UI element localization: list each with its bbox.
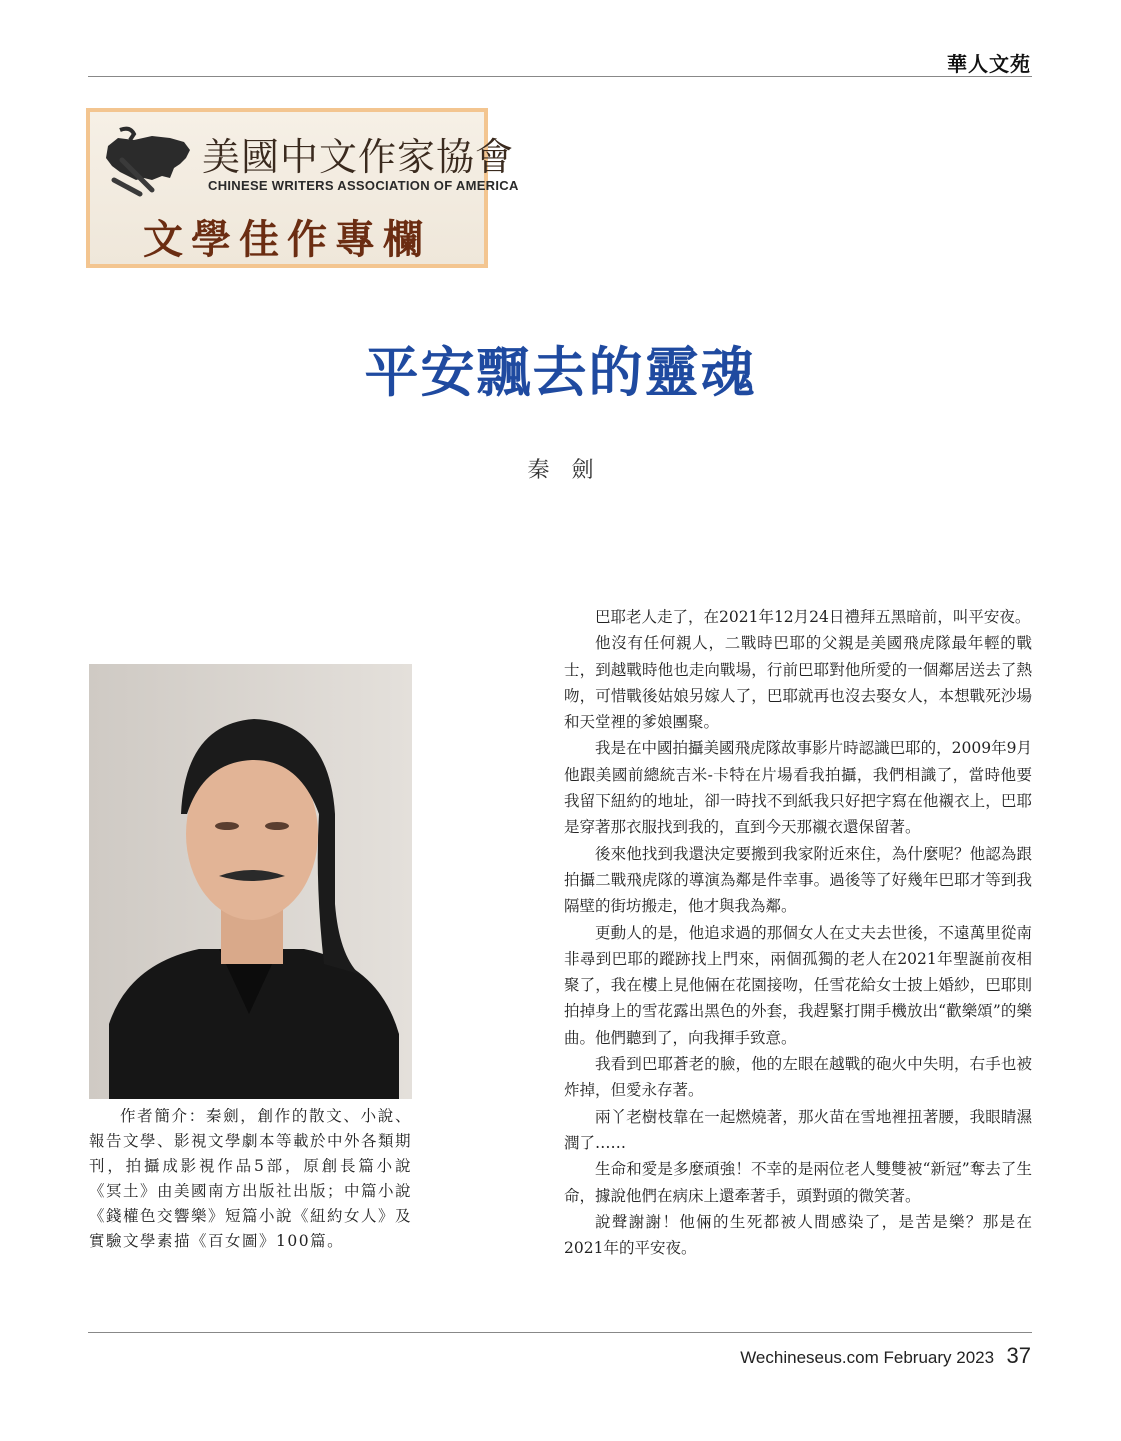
top-rule <box>88 76 1032 77</box>
article-paragraph: 說聲謝謝！他倆的生死都被人間感染了，是苦是樂？那是在2021年的平安夜。 <box>564 1212 1032 1258</box>
article-title: 平安飄去的靈魂 <box>364 341 757 404</box>
article-paragraph: 巴耶老人走了，在2021年12月24日禮拜五黑暗前，叫平安夜。 <box>595 608 1031 626</box>
article-paragraph: 後來他找到我還決定要搬到我家附近來住，為什麼呢？他認為跟拍攝二戰飛虎隊的導演為鄰是件幸事。過後等了好幾年巴耶才等到我隔壁的街坊搬走，他才與我為鄰。 <box>564 844 1032 916</box>
author-bio: 作者簡介：秦劍，創作的散文、小說、報告文學、影視文學劇本等載於中外各類期刊，拍攝成影視作品5部，原創長篇小說《冥土》由美國南方出版社出版；中篇小說《錢權色交響樂》短篇小說《紐約女人》及實驗文學素描《百女圖》100篇。 <box>89 1107 413 1250</box>
page-number: 37 <box>1006 1343 1031 1368</box>
author-portrait-image <box>89 664 412 1099</box>
article-paragraph: 我看到巴耶蒼老的臉，他的左眼在越戰的砲火中失明，右手也被炸掉，但愛永存著。 <box>564 1055 1032 1100</box>
article-paragraph: 生命和愛是多麼頑強！不幸的是兩位老人雙雙被“新冠”奪去了生命，據說他們在病床上還牽著手，頭對頭的微笑著。 <box>564 1160 1032 1205</box>
page-footer <box>740 1343 1031 1369</box>
usa-map-wen-logo-icon <box>100 120 196 202</box>
article-paragraph: 他沒有任何親人，二戰時巴耶的父親是美國飛虎隊最年輕的戰士，到越戰時他也走向戰場，行前巴耶對他所愛的一個鄰居送去了熱吻，可惜戰後姑娘另嫁人了，巴耶就再也沒去娶女人，本想戰死沙場和天堂裡的爹娘團聚。 <box>564 634 1032 732</box>
section-label: 華人文苑 <box>947 52 1031 76</box>
footer-site-date: Wechineseus.com February 2023 <box>740 1348 995 1367</box>
bottom-rule <box>88 1332 1032 1333</box>
badge-org-english: CHINESE WRITERS ASSOCIATION OF AMERICA <box>208 178 519 193</box>
column-badge <box>86 108 519 268</box>
author-photo <box>89 664 412 1099</box>
article-body <box>564 604 1032 1261</box>
article-paragraph: 兩丫老樹枝靠在一起燃燒著，那火苗在雪地裡扭著腰，我眼睛濕潤了…… <box>564 1107 1032 1152</box>
badge-org-chinese: 美國中文作家協會 <box>202 135 515 179</box>
badge-column-title: 文學佳作專欄 <box>143 216 431 263</box>
article-author: 秦劍 <box>527 458 616 483</box>
article-paragraph: 更動人的是，他追求過的那個女人在丈夫去世後，不遠萬里從南非尋到巴耶的蹤跡找上門來，兩個孤獨的老人在2021年聖誕前夜相聚了，我在樓上見他倆在花園接吻，任雪花給女士披上婚紗，巴耶則拍掉身上的雪花露出黑色的外套，我趕緊打開手機放出“歡樂頌”的樂曲。他們聽到了，向我揮手致意。 <box>564 923 1032 1047</box>
article-paragraph: 我是在中國拍攝美國飛虎隊故事影片時認識巴耶的，2009年9月他跟美國前總統吉米-卡特在片場看我拍攝，我們相識了，當時他要我留下紐約的地址，卻一時找不到紙我只好把字寫在他襯衣上，巴耶是穿著那衣服找到我的，直到今天那襯衣還保留著。 <box>564 739 1032 837</box>
